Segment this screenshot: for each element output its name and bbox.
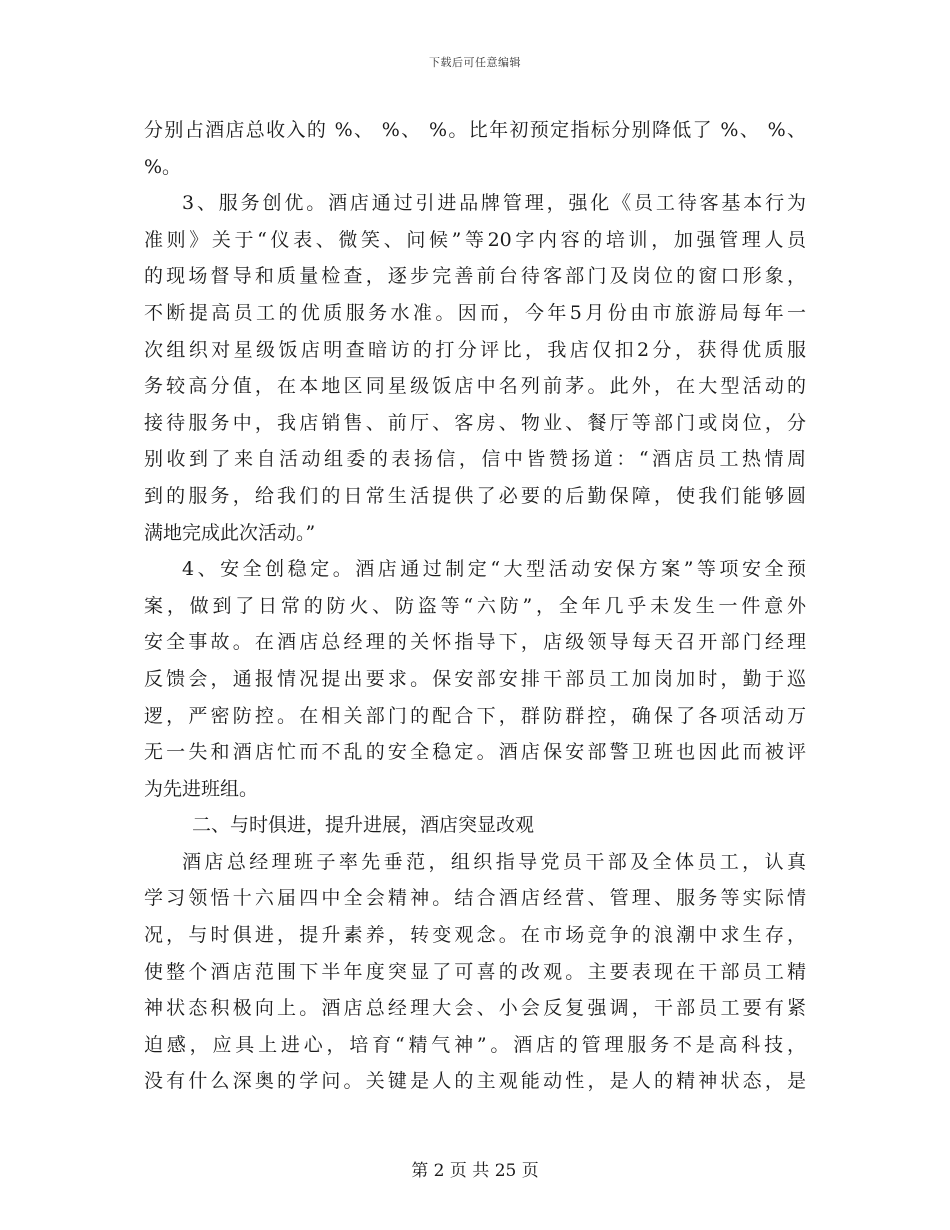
text-line: 分别占酒店总收入的 %、 %、 %。比年初预定指标分别降低了 %、 %、 xyxy=(144,119,806,141)
page-footer xyxy=(0,1156,950,1181)
footer-page-number: 2 xyxy=(433,1161,445,1181)
text-line: 务较高分值，在本地区同星级饭店中名列前茅。此外，在大型活动的 xyxy=(144,375,806,398)
section-heading: 二、与时俱进，提升进展，酒店突显改观 xyxy=(192,814,535,837)
page-header-note: 下载后可任意编辑 xyxy=(429,56,521,69)
text-line: 的现场督导和质量检查，逐步完善前台待客部门及岗位的窗口形象， xyxy=(144,265,806,288)
text-line: 安全事故。在酒店总经理的关怀指导下，店级领导每天召开部门经理 xyxy=(144,631,806,654)
text-line: 接待服务中，我店销售、前厅、客房、物业、餐厅等部门或岗位，分 xyxy=(144,411,806,434)
footer-mid: 页 共 xyxy=(449,1161,490,1181)
text-line: 学习领悟十六届四中全会精神。结合酒店经营、管理、服务等实际情 xyxy=(144,887,806,910)
text-line: 反馈会，通报情况提出要求。保安部安排干部员工加岗加时，勤于巡 xyxy=(144,667,806,690)
footer-suffix: 页 xyxy=(521,1161,539,1181)
text-line: 准则》关于“仪表、微笑、问候”等20字内容的培训，加强管理人员 xyxy=(144,228,806,251)
text-line: 别收到了来自活动组委的表扬信，信中皆赞扬道：“酒店员工热情周 xyxy=(144,448,806,471)
text-line: 到的服务，给我们的日常生活提供了必要的后勤保障，使我们能够圆 xyxy=(144,484,806,507)
text-line: 不断提高员工的优质服务水准。因而，今年5月份由市旅游局每年一 xyxy=(144,301,806,324)
text-line: 没有什么深奥的学问。关键是人的主观能动性，是人的精神状态，是 xyxy=(144,1070,806,1093)
text-line: 逻，严密防控。在相关部门的配合下，群防群控，确保了各项活动万 xyxy=(144,704,806,727)
paragraph-first-line: 酒店总经理班子率先垂范，组织指导党员干部及全体员工，认真 xyxy=(182,850,806,873)
text-line: 神状态积极向上。酒店总经理大会、小会反复强调，干部员工要有紧 xyxy=(144,997,806,1020)
text-line: %。 xyxy=(144,155,182,178)
text-line: 使整个酒店范围下半年度突显了可喜的改观。主要表现在干部员工精 xyxy=(144,960,806,983)
footer-prefix: 第 xyxy=(411,1161,429,1181)
text-line: 案，做到了日常的防火、防盗等“六防”，全年几乎未发生一件意外 xyxy=(144,594,806,617)
text-line: 无一失和酒店忙而不乱的安全稳定。酒店保安部警卫班也因此而被评 xyxy=(144,741,806,764)
text-line: 为先进班组。 xyxy=(144,777,259,800)
text-line: 满地完成此次活动。” xyxy=(144,521,316,544)
paragraph-first-line: 4、安全创稳定。酒店通过制定“大型活动安保方案”等项安全预 xyxy=(182,558,806,581)
footer-total-pages: 25 xyxy=(494,1161,517,1181)
text-line: 次组织对星级饭店明查暗访的打分评比，我店仅扣2分，获得优质服 xyxy=(144,338,806,361)
text-line: 况，与时俱进，提升素养，转变观念。在市场竞争的浪潮中求生存， xyxy=(144,924,806,947)
text-line: 迫感，应具上进心，培育“精气神”。酒店的管理服务不是高科技， xyxy=(144,1033,806,1056)
document-body xyxy=(144,112,806,1100)
paragraph-first-line: 3、服务创优。酒店通过引进品牌管理，强化《员工待客基本行为 xyxy=(182,192,806,215)
